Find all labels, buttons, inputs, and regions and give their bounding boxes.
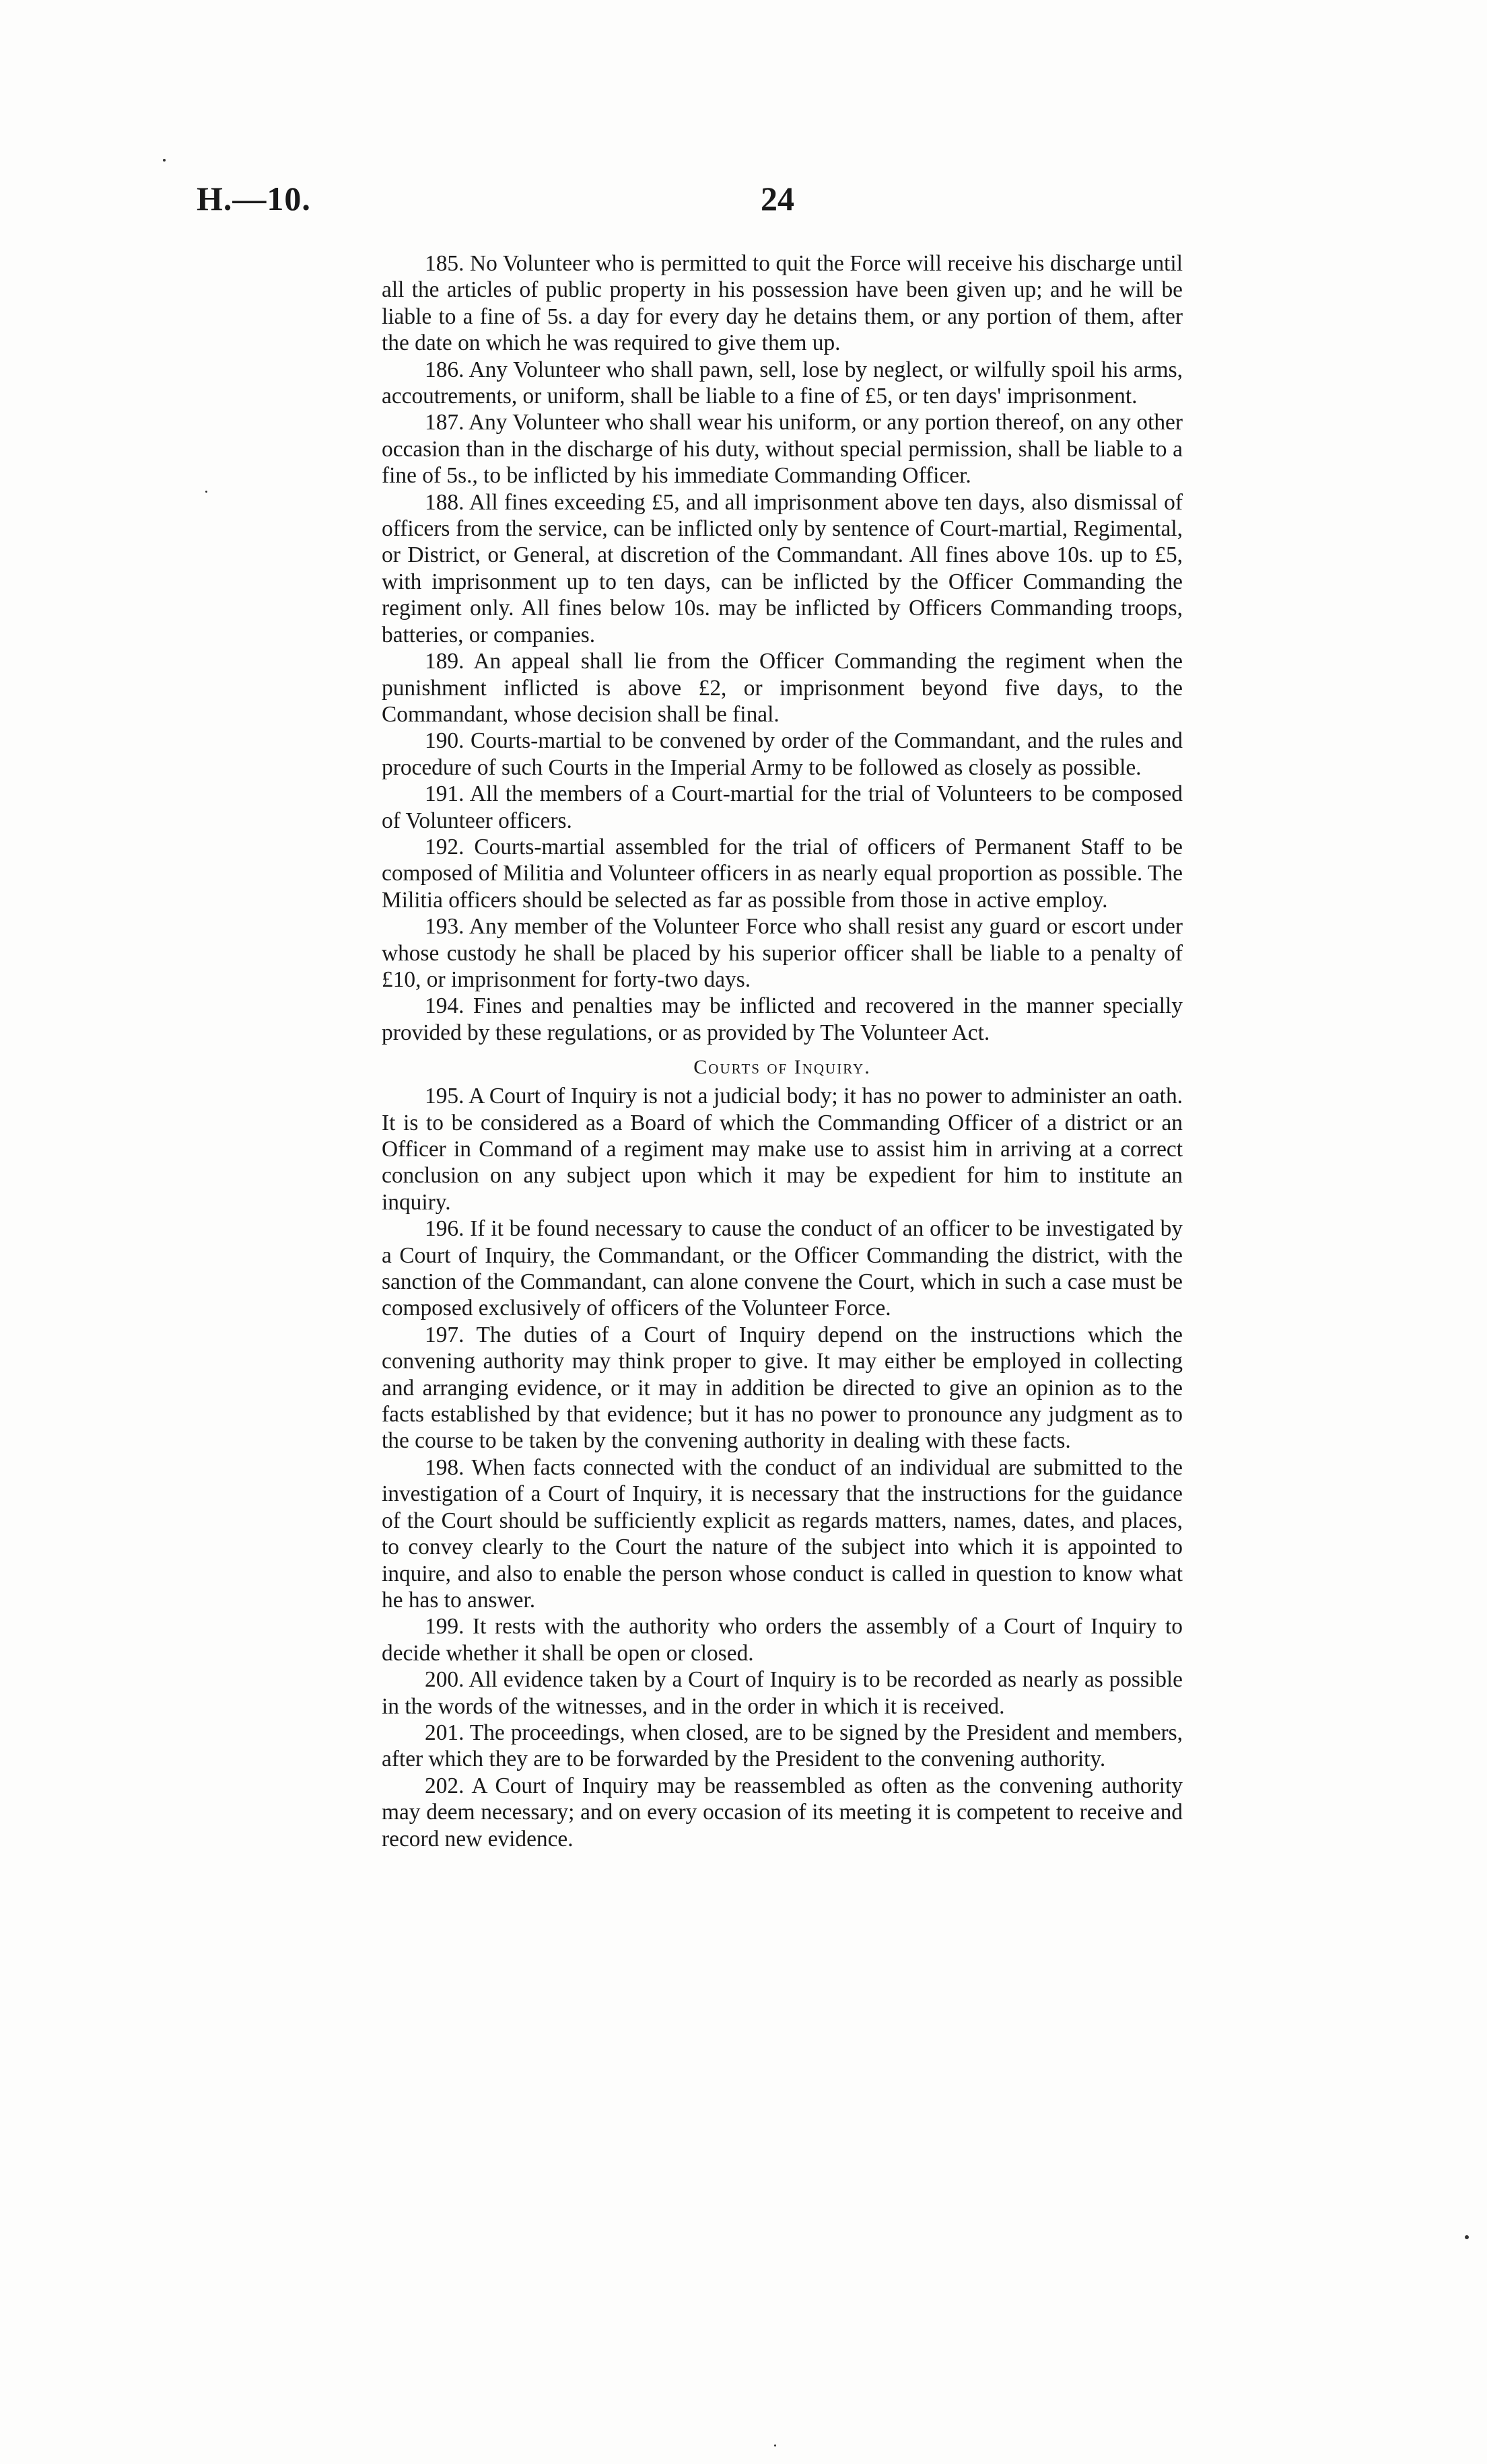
paragraph-187: 187. Any Volunteer who shall wear his uniform, or any portion thereof, on any other occasion than in the discharge of his duty, without special permission, shall be liable to a fine of 5s., to be inflicted by his immediate Commanding Officer. [382, 410, 1183, 489]
section-heading: Courts of Inquiry. [693, 1056, 871, 1079]
paragraph-195: 195. A Court of Inquiry is not a judicial body; it has no power to administer an oath. It is to be considered as a Board of which the Commanding Officer of a district or an Officer in Command of a regiment may make use to assist him in arriving at a correct conclusion on any subject upon which it may be expedient for him to institute an inquiry. [382, 1084, 1183, 1215]
scan-speck [774, 2444, 776, 2447]
page-number: 24 [761, 180, 794, 217]
scan-speck [163, 159, 166, 162]
paragraph-193: 193. Any member of the Volunteer Force who shall resist any guard or escort under whose custody he shall be placed by his superior officer shall be liable to a penalty of £10, or imprisonment for forty-two days. [382, 914, 1183, 992]
paragraph-188: 188. All fines exceeding £5, and all imprisonment above ten days, also dismissal of officers from the service, can be inflicted only by sentence of Court-martial, Regimental, or District, or General, at discretion of the Commandant. All fines above 10s. up to £5, with imprisonment up to ten days, can be inflicted by the Officer Commanding the regiment only. All fines below 10s. may be inflicted by Officers Commanding troops, batteries, or companies. [382, 489, 1183, 647]
document-reference: H.—10. [197, 180, 311, 217]
paragraph-199: 199. It rests with the authority who orders the assembly of a Court of Inquiry to decide whether it shall be open or closed. [382, 1614, 1183, 1666]
paragraph-190: 190. Courts-martial to be convened by order of the Commandant, and the rules and procedure of such Courts in the Imperial Army to be followed as closely as possible. [382, 728, 1183, 780]
paragraph-198: 198. When facts connected with the conduct of an individual are submitted to the investigation of a Court of Inquiry, it is necessary that the instructions for the guidance of the Court should be sufficiently explicit as regards matters, names, dates, and places, to convey clearly to the Court the nature of the subject into which it is appointed to inquire, and also to enable the person whose conduct is called in question to know what he has to answer. [382, 1454, 1183, 1613]
scan-speck [205, 491, 207, 493]
scan-speck [1465, 2235, 1469, 2239]
paragraph-201: 201. The proceedings, when closed, are to be signed by the President and members, after which they are to be forwarded by the President to the convening authority. [382, 1720, 1183, 1772]
body-text [382, 250, 1183, 1852]
paragraph-196: 196. If it be found necessary to cause the conduct of an officer to be investigated by a Court of Inquiry, the Commandant, or the Officer Commanding the district, with the sanction of the Commandant, can alone convene the Court, which in such a case must be composed exclusively of officers of the Volunteer Force. [382, 1216, 1183, 1321]
paragraph-192: 192. Courts-martial assembled for the trial of officers of Permanent Staff to be composed of Militia and Volunteer officers in as nearly equal proportion as possible. The Militia officers should be selected as far as possible from those in active employ. [382, 834, 1183, 913]
paragraph-200: 200. All evidence taken by a Court of Inquiry is to be recorded as nearly as possible in the words of the witnesses, and in the order in which it is received. [382, 1667, 1183, 1719]
paragraph-191: 191. All the members of a Court-martial for the trial of Volunteers to be composed of Volunteer officers. [382, 781, 1183, 833]
paragraph-186: 186. Any Volunteer who shall pawn, sell, lose by neglect, or wilfully spoil his arms, accoutrements, or uniform, shall be liable to a fine of £5, or ten days' imprisonment. [382, 357, 1183, 409]
paragraph-197: 197. The duties of a Court of Inquiry depend on the instructions which the convening authority may think proper to give. It may either be employed in collecting and arranging evidence, or it may in addition be directed to give an opinion as to the facts established by that evidence; but it has no power to pronounce any judgment as to the course to be taken by the convening authority in dealing with these facts. [382, 1322, 1183, 1454]
paragraph-189: 189. An appeal shall lie from the Officer Commanding the regiment when the punishment inflicted is above £2, or imprisonment beyond five days, to the Commandant, whose decision shall be final. [382, 649, 1183, 727]
paragraph-202: 202. A Court of Inquiry may be reassembled as often as the convening authority may deem necessary; and on every occasion of its meeting it is competent to receive and record new evidence. [382, 1773, 1183, 1852]
paragraph-185: 185. No Volunteer who is permitted to quit the Force will receive his discharge until all the articles of public property in his possession have been given up; and he will be liable to a fine of 5s. a day for every day he detains them, or any portion of them, after the date on which he was required to give them up. [382, 251, 1183, 356]
paragraph-194: 194. Fines and penalties may be inflicted and recovered in the manner specially provided by these regulations, or as provided by The Volunteer Act. [382, 993, 1183, 1045]
